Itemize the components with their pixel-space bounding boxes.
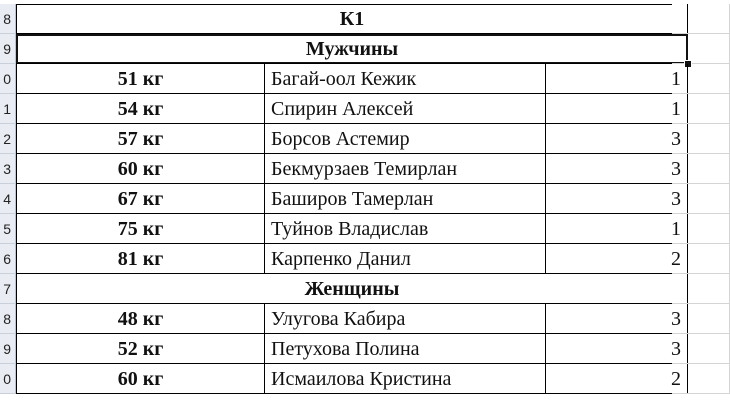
section-header-row [16,274,730,304]
row-number[interactable]: 7 [0,274,16,304]
row-number[interactable]: 8 [0,304,16,334]
empty-cell[interactable] [688,304,730,334]
empty-cell[interactable] [688,94,730,124]
name-cell[interactable]: Спирин Алексей [264,94,545,124]
name-cell[interactable]: Бекмурзаев Темирлан [264,154,545,184]
row-number[interactable]: 0 [0,64,16,94]
row-number[interactable]: 1 [0,94,16,124]
name-cell[interactable]: Борсов Астемир [264,124,545,154]
name-cell[interactable]: Туйнов Владислав [264,214,545,244]
value-cell[interactable]: 1 [545,94,688,124]
weight-cell[interactable]: 48 кг [16,304,264,334]
table-row [16,304,730,334]
row-number[interactable]: 9 [0,334,16,364]
row-number[interactable]: 2 [0,124,16,154]
table-row [16,244,730,274]
empty-cell[interactable] [688,214,730,244]
empty-cell[interactable] [688,334,730,364]
name-cell[interactable]: Баширов Тамерлан [264,184,545,214]
value-cell[interactable]: 3 [545,304,688,334]
value-cell[interactable]: 1 [545,214,688,244]
name-cell[interactable]: Карпенко Данил [264,244,545,274]
empty-cell[interactable] [688,34,730,64]
empty-cell[interactable] [688,124,730,154]
row-number[interactable]: 5 [0,214,16,244]
table-row [16,364,730,394]
row-number[interactable]: 6 [0,244,16,274]
value-cell[interactable]: 3 [545,154,688,184]
weight-cell[interactable]: 60 кг [16,364,264,394]
value-cell[interactable]: 2 [545,364,688,394]
row-border [16,393,672,394]
merged-header-cell[interactable]: Мужчины [16,34,688,64]
name-cell[interactable]: Улугова Кабира [264,304,545,334]
row-border [16,4,672,5]
empty-cell[interactable] [688,364,730,394]
table-row [16,154,730,184]
weight-cell[interactable]: 75 кг [16,214,264,244]
merged-header-cell[interactable]: К1 [16,4,688,34]
table-row [16,184,730,214]
value-cell[interactable]: 1 [545,64,688,94]
value-cell[interactable]: 3 [545,124,688,154]
empty-cell[interactable] [688,244,730,274]
section-header-row [16,34,730,64]
empty-cell[interactable] [688,274,730,304]
row-number[interactable]: 3 [0,154,16,184]
weight-cell[interactable]: 67 кг [16,184,264,214]
empty-cell[interactable] [688,184,730,214]
section-header-row [16,4,730,34]
table-row [16,124,730,154]
table-row [16,64,730,94]
weight-cell[interactable]: 51 кг [16,64,264,94]
row-number[interactable]: 4 [0,184,16,214]
table-row [16,334,730,364]
empty-cell[interactable] [688,154,730,184]
row-number[interactable]: 8 [0,4,16,34]
name-cell[interactable]: Исмаилова Кристина [264,364,545,394]
value-cell[interactable]: 3 [545,334,688,364]
weight-cell[interactable]: 81 кг [16,244,264,274]
merged-header-cell[interactable]: Женщины [16,274,688,304]
empty-cell[interactable] [688,4,730,34]
row-number[interactable]: 0 [0,364,16,394]
name-cell[interactable]: Багай-оол Кежик [264,64,545,94]
value-cell[interactable]: 2 [545,244,688,274]
value-cell[interactable]: 3 [545,184,688,214]
weight-cell[interactable]: 54 кг [16,94,264,124]
name-cell[interactable]: Петухова Полина [264,334,545,364]
weight-cell[interactable]: 52 кг [16,334,264,364]
row-number[interactable]: 9 [0,34,16,64]
empty-cell[interactable] [688,64,730,94]
table-row [16,94,730,124]
weight-cell[interactable]: 57 кг [16,124,264,154]
table-row [16,214,730,244]
weight-cell[interactable]: 60 кг [16,154,264,184]
gridline [672,393,730,394]
